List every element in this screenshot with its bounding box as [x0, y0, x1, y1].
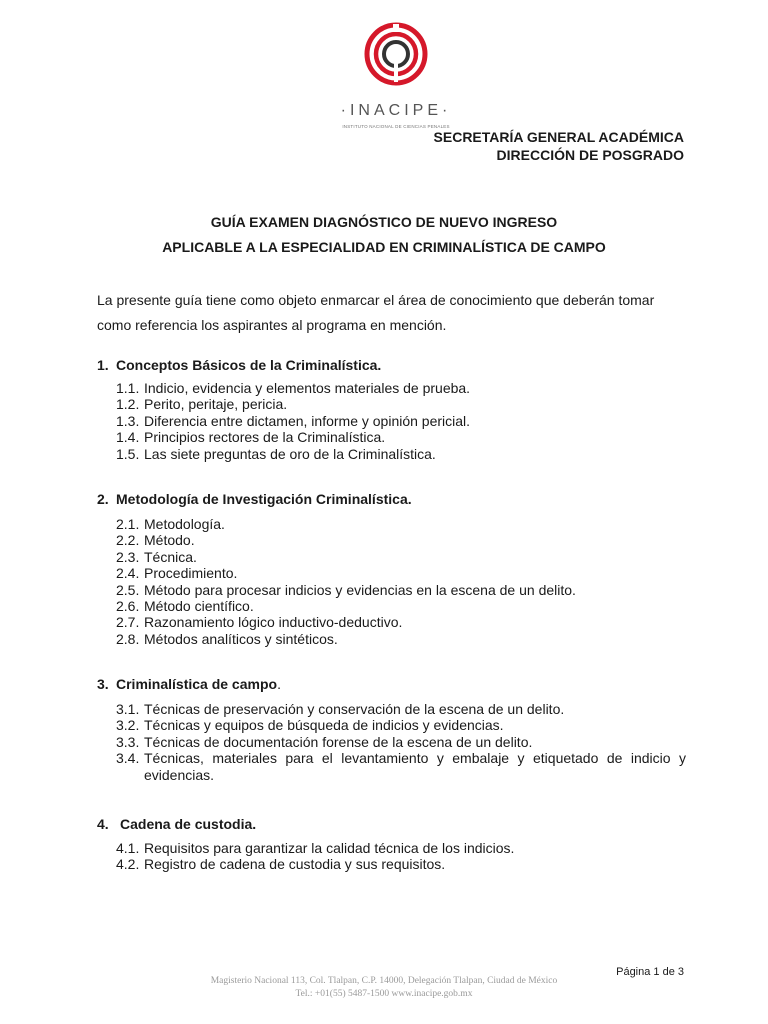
list-item: 1.3. Diferencia entre dictamen, informe y opinión pericial. — [116, 412, 471, 429]
section-3-number: 3. — [97, 676, 109, 692]
list-item: 1.2. Perito, peritaje, pericia. — [116, 396, 288, 413]
logo-wordmark: ·INACIPE· — [340, 102, 452, 119]
section-1-number: 1. — [97, 357, 109, 373]
list-item: 2.7. Razonamiento lógico inductivo-deductivo. — [116, 614, 403, 631]
list-item: 3.3. Técnicas de documentación forense de la escena de un delito. — [116, 733, 533, 750]
list-item: 4.2. Registro de cadena de custodia y sus requisitos. — [116, 856, 446, 873]
list-item: 2.1. Metodología. — [116, 516, 225, 532]
logo-subtitle: INSTITUTO NACIONAL DE CIENCIAS PENALES — [342, 124, 450, 129]
section-1-heading — [97, 357, 381, 373]
section-2-heading — [97, 491, 412, 507]
list-item: 3.4. Técnicas, materiales para el levantamiento y embalaje y etiquetado de indicio y evidencias. — [116, 750, 686, 783]
section-4-title: Cadena de custodia. — [120, 816, 257, 832]
intro-paragraph: La presente guía tiene como objeto enmarcar el área de conocimiento que deberán tomar como referencia los aspirantes al programa en mención. — [97, 292, 655, 333]
section-3-heading — [97, 676, 281, 692]
section-2-items — [116, 516, 686, 647]
footer-address — [0, 975, 768, 1001]
list-item: 2.4. Procedimiento. — [116, 565, 238, 582]
section-3-title: Criminalística de campo — [116, 676, 278, 692]
document-title-line-2: APLICABLE A LA ESPECIALIDAD EN CRIMINALÍSTICA DE CAMPO — [162, 239, 606, 255]
inacipe-emblem-icon — [364, 22, 428, 86]
section-1-title: Conceptos Básicos de la Criminalística. — [116, 357, 382, 373]
section-3-title-suffix: . — [277, 676, 281, 692]
document-title-line-1: GUÍA EXAMEN DIAGNÓSTICO DE NUEVO INGRESO — [210, 214, 558, 230]
list-item: 4.1. Requisitos para garantizar la calidad técnica de los indicios. — [116, 840, 515, 856]
list-item: 2.3. Técnica. — [116, 548, 197, 565]
footer-line-2: Tel.: +01(55) 5487-1500 www.inacipe.gob.mx — [295, 989, 473, 999]
list-item: 2.8. Métodos analíticos y sintéticos. — [116, 630, 338, 647]
document-header — [434, 128, 684, 164]
header-line-2: DIRECCIÓN DE POSGRADO — [496, 147, 684, 163]
page-number: Página 1 de 3 — [616, 966, 684, 978]
list-item: 3.2. Técnicas y equipos de búsqueda de indicios y evidencias. — [116, 717, 504, 734]
list-item: 2.6. Método científico. — [116, 598, 254, 615]
section-2-title: Metodología de Investigación Criminalística. — [116, 491, 412, 507]
header-line-1: SECRETARÍA GENERAL ACADÉMICA — [433, 129, 684, 145]
section-2-number: 2. — [97, 491, 109, 507]
section-3-items — [116, 701, 686, 783]
section-1-items — [116, 380, 686, 462]
list-item: 1.4. Principios rectores de la Criminalística. — [116, 429, 386, 446]
section-4-heading — [97, 816, 256, 832]
list-item: 1.1. Indicio, evidencia y elementos materiales de prueba. — [116, 380, 471, 396]
list-item: 3.1. Técnicas de preservación y conservación de la escena de un delito. — [116, 701, 565, 717]
list-item: 2.5. Método para procesar indicios y evidencias en la escena de un delito. — [116, 581, 576, 598]
list-item: 1.5. Las siete preguntas de oro de la Criminalística. — [116, 445, 436, 462]
section-4-items — [116, 840, 686, 873]
footer-line-1: Magisterio Nacional 113, Col. Tlalpan, C.P. 14000, Delegación Tlalpan, Ciudad de México — [210, 976, 558, 986]
list-item: 2.2. Método. — [116, 532, 195, 549]
section-4-number: 4. — [97, 816, 109, 832]
